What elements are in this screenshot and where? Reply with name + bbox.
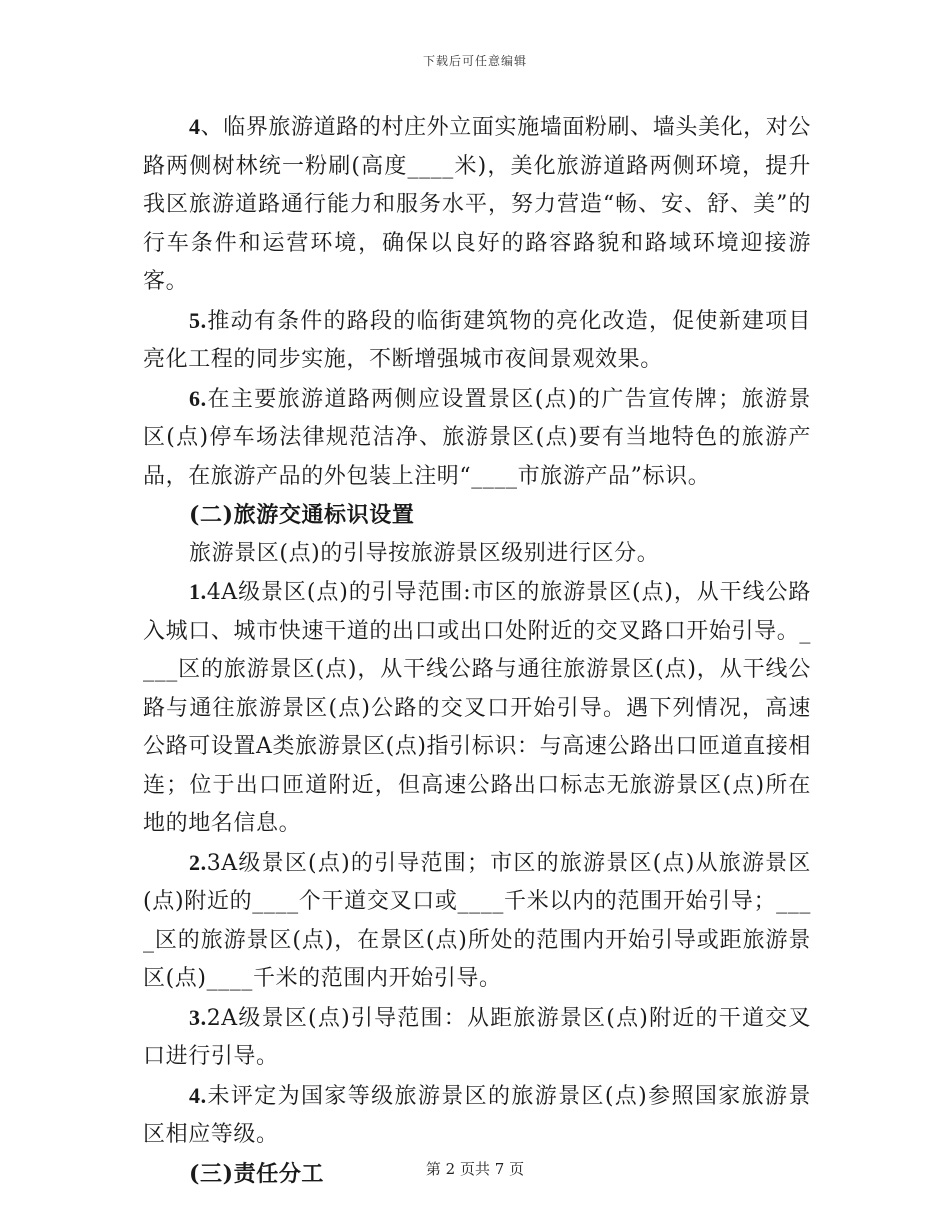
paragraph-text: 、临界旅游道路的村庄外立面实施墙面粉刷、墙头美化，对公路两侧树林统一粉刷(高度____米)，美化旅游道路两侧环境，提升我区旅游道路通行能力和服务水平，努力营造“畅、安、舒、美”的行车条件和运营环境，确保以良好的路容路貌和路域环境迎接游客。 [143,115,811,294]
guide-item-1 [143,573,811,844]
item-number: 1. [189,579,207,604]
paragraph-number: 6. [189,385,207,411]
paragraph-text: 推动有条件的路段的临街建筑物的亮化改造，促使新建项目亮化工程的同步实施，不断增强城市夜间景观效果。 [143,308,811,372]
guide-item-2 [143,844,811,999]
item-number: 3. [189,1004,207,1030]
page-header: 下载后可任意编辑 [422,54,527,68]
document-body [143,108,811,1193]
section-heading-2: (二)旅游交通标识设置 [189,502,415,528]
paragraph-5 [143,302,811,380]
section-heading-3: (三)责任分工 [189,1160,325,1187]
page-footer: 第 2 页共 7 页 [425,1160,525,1178]
item-number: 2. [189,849,207,875]
item-text: 未评定为国家等级旅游景区的旅游景区(点)参照国家旅游景区相应等级。 [143,1083,811,1147]
paragraph-4 [143,108,811,302]
paragraph-number: 5. [189,307,207,333]
item-text: 3A级景区(点)的引导范围；市区的旅游景区(点)从旅游景区(点)附近的____个干道交叉口或____千米以内的范围开始引导；____区的旅游景区(点)，在景区(点)所处的范围内开始引导或距旅游景区(点)____千米的范围内开始引导。 [143,850,811,991]
guide-item-4 [143,1077,811,1155]
item-text: 4A级景区(点)的引导范围:市区的旅游景区(点)，从干线公路入城口、城市快速干道的出口或出口处附近的交叉路口开始引导。____区的旅游景区(点)，从干线公路与通往旅游景区(点)，从干线公路与通往旅游景区(点)公路的交叉口开始引导。遇下列情况，高速公路可设置A类旅游景区(点)指引标识：与高速公路出口匝道直接相连；位于出口匝道附近，但高速公路出口标志无旅游景区(点)所在地的地名信息。 [143,580,811,836]
item-text: 2A级景区(点)引导范围：从距旅游景区(点)附近的干道交叉口进行引导。 [143,1005,811,1069]
paragraph-text: 在主要旅游道路两侧应设置景区(点)的广告宣传牌；旅游景区(点)停车场法律规范洁净、旅游景区(点)要有当地特色的旅游产品，在旅游产品的外包装上注明“____市旅游产品”标识。 [143,386,811,489]
section-intro: 旅游景区(点)的引导按旅游景区级别进行区分。 [189,540,660,566]
paragraph-number: 4 [189,114,201,139]
paragraph-6 [143,380,811,497]
item-number: 4. [189,1082,207,1108]
guide-item-3 [143,999,811,1077]
